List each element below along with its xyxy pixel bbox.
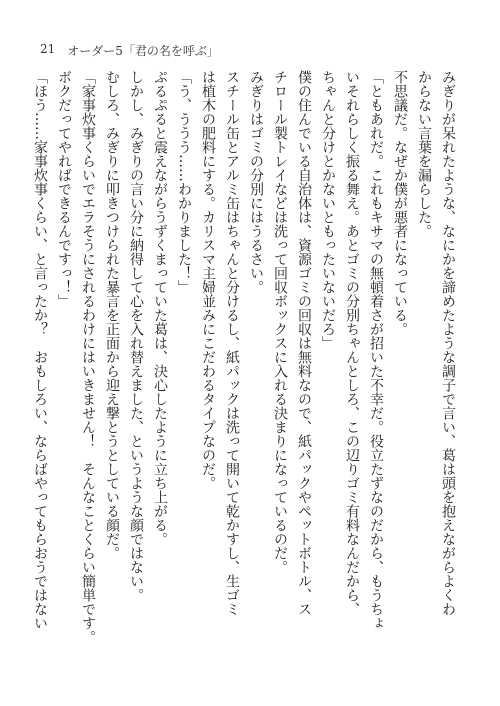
text-line: ちゃんと分けとかないともったいないだろ」 [320,70,336,350]
text-line: しかし、みぎりの言い分に納得して心を入れ替えました、というような顔ではない。 [128,70,144,602]
running-header [40,42,219,59]
text-line: からない言葉を漏らした。 [416,70,432,238]
text-line: 僕の住んでいる自治体は、資源ゴミの回収は無料なので、紙パックやペットボトル、ス [296,70,312,616]
text-line: いそれらしく振る舞え。あとゴミの分別ちゃんとしろ、この辺りゴミ有料なんだから、 [344,70,360,616]
text-line: 「ともあれだ。これもキサマの無頓着さが招いた不幸だ。役立たずなのだから、もうちょ [368,70,384,630]
text-line: は植木の肥料にする。カリスマ主婦並みにこだわるタイプなのだ。 [200,70,216,490]
text-line: ぷるぷると震えながらうずくまっていた葛は、決心したように立ち上がる。 [152,70,168,546]
text-line: ボクだってやればできるんですっ！」 [56,70,72,308]
text-line: 不思議だ。なぜか僕が悪者になっている。 [392,70,408,336]
text-line: スチール缶とアルミ缶はちゃんと分けるし、紙パックは洗って開いて乾かすし、生ゴミ [224,70,240,616]
text-line: むしろ、みぎりに叩きつけられた暴言を正面から迎え撃とうとしている顔だ。 [104,70,120,560]
body-text [28,70,460,670]
text-line: 「家事炊事くらいでエラそうにされるわけにはいきません！ そんなことくらい簡単です。 [80,70,96,644]
text-line: みぎりはゴミの分別にはうるさい。 [248,70,264,294]
chapter-title: オーダー5「君の名を呼ぶ」 [67,44,219,58]
text-line: チロール製トレイなどは洗って回収ボックスに入れる決まりになっているのだ。 [272,70,288,574]
text-line: 「ほう……家事炊事くらい、と言ったか？ おもしろい、ならばやってもらおうではない [32,70,48,630]
text-line: 「う、ううう……わかりました！」 [176,70,192,294]
text-line: みぎりが呆れたような、なにかを諦めたような調子で言い、葛は頭を抱えながらよくわ [440,70,456,616]
page-number: 21 [40,42,56,56]
